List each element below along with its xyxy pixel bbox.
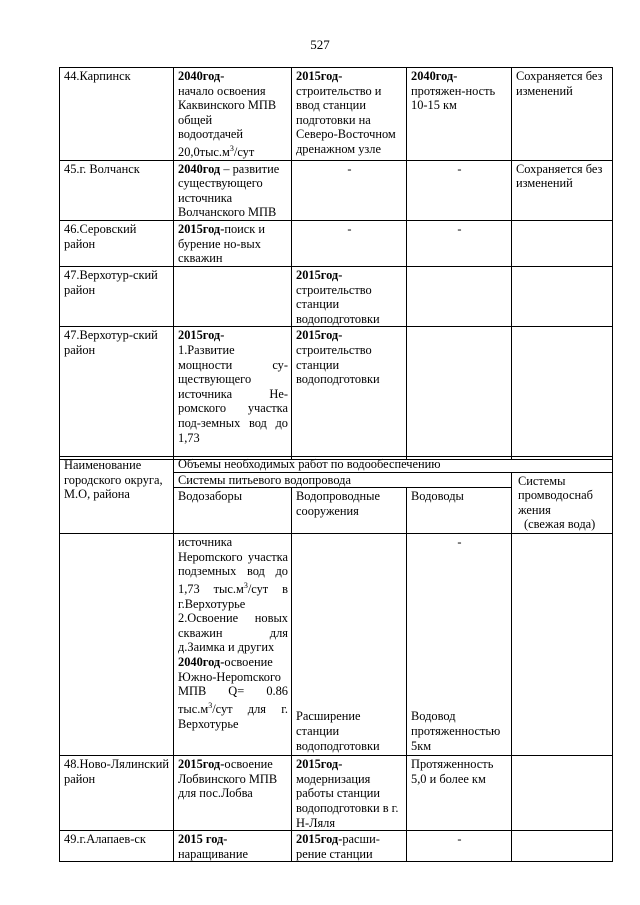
table-row [60,327,613,460]
volumes-header: Объемы необходимых работ по водообеспечению [174,457,613,473]
conduit-cell: 2040год- протяжен-ность 10-15 км [407,68,512,161]
intake-cell: 2040год- начало освоения Каквинского МПВ общей водоотдачей $20,0тыс.м^3$/сут [174,68,292,161]
industrial-cell [512,221,613,267]
facility-cell: 2015год-расши-рение станции [292,831,407,862]
conduit-cell [407,327,512,460]
district-cell: 47.Верхотур-ский район [60,267,174,327]
table-row [60,221,613,267]
intakes-header: Водозаборы [174,488,292,534]
district-cell [60,534,174,756]
facility-cell: - [292,221,407,267]
intake-cell: источника Нероmского участка подземных вод до 1,73 $тыс.м^3$/сут в г.Верхотурье 2.Освоение новых скважин для д.Заимка и других 2040год-освоение Южно-Нероmского МПВ Q= 0.86 $тыс.м^3$/сут для г. Верхотурье [174,534,292,756]
intake-cell: 2015год-поиск и бурение но-вых скважин [174,221,292,267]
district-cell: 46.Серовский район [60,221,174,267]
industrial-cell [512,831,613,862]
facility-cell: 2015год- строительство станции водоподготовки [292,267,407,327]
page-number: 527 [310,37,330,52]
industrial-cell: Сохраняется без изменений [512,68,613,161]
facility-cell: Расширение станции водоподготовки [292,534,407,756]
table-row [60,831,613,862]
facility-cell: 2015год- модернизация работы станции водоподготовки в г. Н-Ляля [292,756,407,831]
district-cell: 48.Ново-Лялинский район [60,756,174,831]
industrial-cell [512,534,613,756]
table-row [60,160,613,220]
intake-cell: 2015 год- наращивание [174,831,292,862]
industrial-cell [512,327,613,460]
table-row [60,68,613,161]
industrial-cell [512,756,613,831]
district-cell: 49.г.Алапаев-ск [60,831,174,862]
conduit-cell: - [407,221,512,267]
intake-cell: 2015год- 1.Развитие мощности су-ществующего источника Не-ромского участка под-земных вод до 1,73 [174,327,292,460]
district-cell: 44.Карпинск [60,68,174,161]
industrial-cell [512,267,613,327]
conduit-cell: - [407,160,512,220]
intake-cell: 2040год – развитие существующего источника Волчанского МПВ [174,160,292,220]
facility-cell: 2015год- строительство станции водоподготовки [292,327,407,460]
table-row [60,267,613,327]
table-row [60,534,613,756]
facility-cell: - [292,160,407,220]
table-row [60,756,613,831]
lower-table [59,456,613,862]
district-cell: 45.г. Волчанск [60,160,174,220]
conduit-cell: - Водовод протяженностью 5км [407,534,512,756]
header-row [60,457,613,473]
conduits-header: Водоводы [407,488,512,534]
intake-cell [174,267,292,327]
facilities-header: Водопроводные сооружения [292,488,407,534]
conduit-cell: - [407,831,512,862]
district-header: Наименование городского округа, М.О, района [60,457,174,534]
conduit-cell: Протяженность 5,0 и более км [407,756,512,831]
intake-cell: 2015год-освоение Лобвинского МПВ для пос.Лобва [174,756,292,831]
conduit-cell [407,267,512,327]
facility-cell: 2015год- строительство и ввод станции подготовки на Северо-Восточном дренажном узле [292,68,407,161]
upper-table [59,67,613,460]
industrial-cell: Сохраняется без изменений [512,160,613,220]
drinking-water-header: Системы питьевого водопровода [174,472,512,488]
industrial-header: Системы промводоснаб жения (свежая вода) [512,472,613,534]
district-cell: 47.Верхотур-ский район [60,327,174,460]
